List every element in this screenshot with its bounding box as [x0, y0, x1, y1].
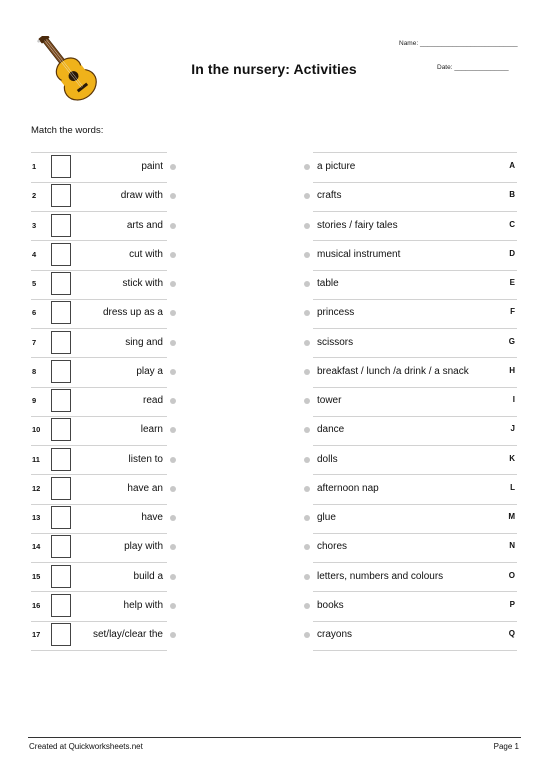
- right-phrase: stories / fairy tales: [317, 219, 398, 231]
- right-phrase: chores: [317, 541, 348, 553]
- item-letter: O: [508, 570, 515, 580]
- left-phrase: paint: [141, 161, 163, 172]
- right-phrase: glue: [317, 512, 336, 523]
- left-connector-dot[interactable]: [170, 223, 176, 229]
- right-connector-dot[interactable]: [304, 310, 310, 316]
- left-connector-dot[interactable]: [170, 310, 176, 316]
- right-connector-dot[interactable]: [304, 193, 310, 199]
- left-connector-dot[interactable]: [170, 427, 176, 433]
- left-connector-dot[interactable]: [170, 369, 176, 375]
- answer-box[interactable]: [51, 477, 71, 500]
- right-connector-dot[interactable]: [304, 252, 310, 258]
- right-connector-dot[interactable]: [304, 515, 310, 521]
- match-row: [0, 563, 548, 592]
- left-connector-dot[interactable]: [170, 515, 176, 521]
- left-connector-dot[interactable]: [170, 193, 176, 199]
- left-connector-dot[interactable]: [170, 340, 176, 346]
- item-number: 8: [32, 366, 37, 376]
- item-number: 9: [32, 396, 37, 405]
- item-number: 3: [32, 220, 37, 230]
- right-phrase: table: [317, 278, 339, 289]
- date-field[interactable]: Date: _______________: [437, 64, 509, 71]
- right-phrase: afternoon nap: [317, 482, 379, 494]
- item-number: 17: [32, 630, 41, 639]
- item-letter: G: [508, 336, 515, 346]
- right-phrase: tower: [317, 395, 342, 406]
- match-row: [0, 212, 548, 241]
- right-connector-dot[interactable]: [304, 544, 310, 550]
- item-number: 11: [32, 454, 40, 464]
- answer-box[interactable]: [51, 535, 71, 558]
- left-phrase: help with: [123, 599, 163, 611]
- right-phrase: musical instrument: [317, 248, 401, 260]
- right-phrase: books: [317, 599, 344, 611]
- item-number: 10: [32, 425, 41, 435]
- match-row: [0, 153, 548, 182]
- answer-box[interactable]: [51, 360, 71, 383]
- answer-box[interactable]: [51, 506, 71, 529]
- item-number: 14: [32, 542, 41, 552]
- item-number: 7: [32, 337, 37, 347]
- left-connector-dot[interactable]: [170, 486, 176, 492]
- answer-box[interactable]: [51, 184, 71, 207]
- left-connector-dot[interactable]: [170, 164, 176, 170]
- right-connector-dot[interactable]: [304, 486, 310, 492]
- match-row: [0, 475, 548, 504]
- item-letter: K: [509, 453, 515, 463]
- left-connector-dot[interactable]: [170, 632, 176, 638]
- item-letter: B: [509, 190, 515, 200]
- match-row: [0, 270, 548, 299]
- left-connector-dot[interactable]: [170, 252, 176, 258]
- instructions: Match the words:: [31, 125, 104, 136]
- answer-box[interactable]: [51, 594, 71, 617]
- answer-box[interactable]: [51, 565, 71, 588]
- match-row: [0, 182, 548, 211]
- match-row: [0, 358, 548, 387]
- left-connector-dot[interactable]: [170, 457, 176, 463]
- page-number: Page 1: [493, 742, 519, 751]
- answer-box[interactable]: [51, 214, 71, 237]
- right-connector-dot[interactable]: [304, 340, 310, 346]
- item-number: 12: [32, 483, 41, 493]
- item-number: 6: [32, 308, 37, 318]
- right-phrase: letters, numbers and colours: [317, 570, 444, 582]
- left-connector-dot[interactable]: [170, 281, 176, 287]
- right-connector-dot[interactable]: [304, 281, 310, 287]
- answer-box[interactable]: [51, 155, 71, 178]
- right-connector-dot[interactable]: [304, 369, 310, 375]
- right-connector-dot[interactable]: [304, 574, 310, 580]
- left-phrase: listen to: [128, 453, 163, 465]
- left-phrase: build a: [133, 570, 163, 582]
- match-row: [0, 241, 548, 270]
- left-phrase: dress up as a: [102, 307, 163, 319]
- right-phrase: crafts: [317, 190, 342, 202]
- right-connector-dot[interactable]: [304, 603, 310, 609]
- right-phrase: dolls: [317, 453, 338, 465]
- item-letter: L: [510, 482, 515, 492]
- left-connector-dot[interactable]: [170, 398, 176, 404]
- left-phrase: read: [142, 395, 163, 406]
- item-letter: Q: [508, 629, 515, 638]
- footer-credit: Created at Quickworksheets.net: [29, 742, 143, 751]
- item-number: 1: [32, 162, 37, 171]
- left-phrase: stick with: [122, 278, 163, 289]
- item-letter: D: [509, 248, 515, 258]
- item-letter: C: [509, 219, 515, 229]
- item-letter: I: [512, 395, 515, 404]
- match-row: [0, 416, 548, 445]
- answer-box[interactable]: [51, 448, 71, 471]
- right-phrase: princess: [317, 307, 355, 319]
- right-connector-dot[interactable]: [304, 457, 310, 463]
- match-row: [0, 533, 548, 562]
- left-phrase: set/lay/clear the: [92, 629, 163, 640]
- answer-box[interactable]: [51, 243, 71, 266]
- item-number: 13: [32, 513, 41, 522]
- left-phrase: draw with: [120, 190, 163, 202]
- left-phrase: cut with: [129, 248, 163, 260]
- right-connector-dot[interactable]: [304, 398, 310, 404]
- right-phrase: dance: [317, 424, 345, 436]
- match-row: [0, 387, 548, 416]
- left-phrase: have an: [127, 482, 163, 494]
- right-connector-dot[interactable]: [304, 223, 310, 229]
- match-row: [0, 446, 548, 475]
- match-row: [0, 329, 548, 358]
- item-number: 2: [32, 191, 37, 201]
- answer-box[interactable]: [51, 389, 71, 412]
- left-phrase: arts and: [126, 219, 163, 231]
- item-number: 16: [32, 600, 41, 610]
- item-letter: M: [508, 512, 515, 521]
- right-phrase: a picture: [317, 161, 356, 172]
- item-letter: J: [510, 424, 515, 434]
- item-number: 15: [32, 571, 41, 581]
- answer-box[interactable]: [51, 418, 71, 441]
- left-phrase: learn: [140, 424, 163, 436]
- right-connector-dot[interactable]: [304, 427, 310, 433]
- item-letter: F: [510, 307, 515, 317]
- item-letter: A: [509, 161, 515, 170]
- answer-box[interactable]: [51, 623, 71, 646]
- right-connector-dot[interactable]: [304, 164, 310, 170]
- left-phrase: have: [141, 512, 163, 523]
- match-row: [0, 299, 548, 328]
- item-number: 5: [32, 279, 37, 288]
- left-phrase: sing and: [125, 336, 163, 348]
- match-row: [0, 621, 548, 650]
- item-letter: E: [509, 278, 515, 287]
- right-phrase: scissors: [317, 336, 354, 348]
- item-number: 4: [32, 249, 37, 259]
- answer-box[interactable]: [51, 301, 71, 324]
- match-row: [0, 592, 548, 621]
- right-phrase: breakfast / lunch /a drink / a snack: [317, 365, 469, 377]
- match-row: [0, 504, 548, 533]
- left-phrase: play a: [136, 365, 163, 377]
- left-connector-dot[interactable]: [170, 574, 176, 580]
- left-connector-dot[interactable]: [170, 603, 176, 609]
- right-phrase: crayons: [317, 629, 353, 640]
- right-connector-dot[interactable]: [304, 632, 310, 638]
- footer-divider: [28, 737, 521, 738]
- item-letter: N: [509, 541, 515, 551]
- left-connector-dot[interactable]: [170, 544, 176, 550]
- answer-box[interactable]: [51, 331, 71, 354]
- item-letter: P: [509, 599, 515, 609]
- name-field[interactable]: Name: ___________________________: [399, 40, 518, 47]
- left-phrase: play with: [124, 541, 163, 553]
- answer-box[interactable]: [51, 272, 71, 295]
- item-letter: H: [509, 365, 515, 375]
- page-title: In the nursery: Activities: [191, 61, 357, 77]
